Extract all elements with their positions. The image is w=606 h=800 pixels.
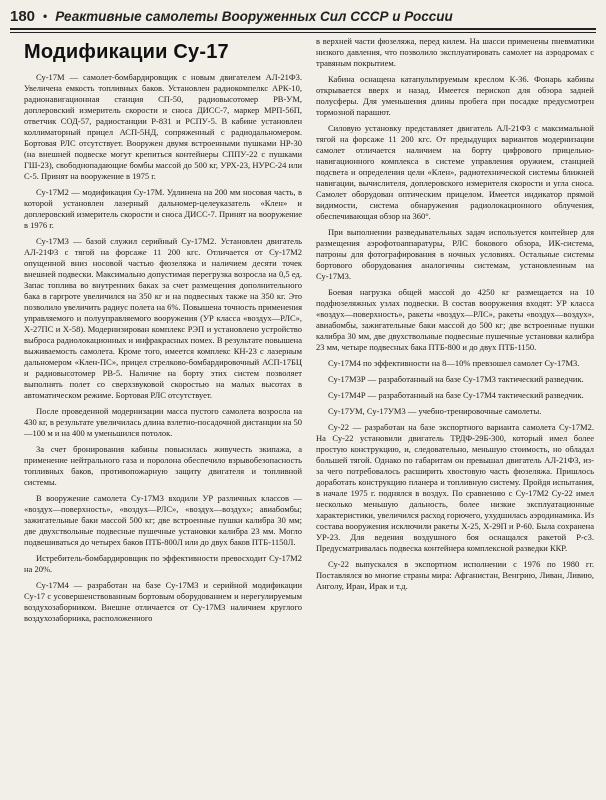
paragraph: Силовую установку представляет двигатель АЛ-21Ф3 с максимальной тягой на форсаже 11 200 кгс. От предыдущих вариантов модернизации самолет отличается наличием на борту цифрового прицельно-навигационного комплекса в системе управления оружием, станцией подсвета и определения цели «Клен», радиотехнической системы ближней навигации, вычислителя, доплеровского измерителя скорости и угла сноса. Самолет оборудован оптическим прицелом. Имеется индикатор прямой видимости, система обнаружения радиолокационного облучения, обеспечивающая обзор на 360°. (316, 123, 594, 221)
header-rule (10, 28, 596, 30)
paragraph: Су-17М2 — модификация Су-17М. Удлинена на 200 мм носовая часть, в которой установлен лазерный дальномер-целеуказатель «Клен» и доплеровский измеритель скорости и сноса ДИСС-7. Принят на вооружение в 1976 г. (24, 187, 302, 230)
paragraph: После проведенной модернизации масса пустого самолета возросла на 430 кг, в результате увеличилась длина взлетно-посадочной дистанции на 50—100 м и на 400 м уменьшился потолок. (24, 406, 302, 438)
right-column (316, 36, 594, 794)
paragraph: В вооружение самолета Су-17М3 входили УР различных классов — «воздух—поверхность», «воздух—РЛС», «воздух—воздух»; авиабомбы; зажигательные баки массой 500 кг; две встроенные пушки калибра 30 мм; две двухствольные подвесные пушечные установки калибра 23 мм. Могло подвешиваться до четырех баков ПТБ-800Л или до двух баков ПТБ-1150Л. (24, 493, 302, 547)
paragraph: Су-17М4 по эффективности на 8—10% превзошел самолет Су-17М3. (328, 358, 580, 368)
paragraph: Су-17М4 — разработан на базе Су-17М3 и серийной модификации Су-17 с усовершенствованным бортовым оборудованием и нерегулируемым воздухозаборником. Внешне отличается от Су-17М3 наличием круглого воздухозаборника, расположенного (24, 580, 302, 623)
paragraph: в верхней части фюзеляжа, перед килем. На шасси применены пневматики низкого давления, что позволило эксплуатировать самолет на аэродромах с травяным покрытием. (316, 36, 594, 68)
section-title: Модификации Су-17 (24, 41, 229, 63)
left-column (24, 36, 302, 794)
running-title: Реактивные самолеты Вооруженных Сил СССР и России (55, 8, 453, 24)
header-rule-thin (10, 32, 596, 33)
paragraph: Су-17М3Р — разработанный на базе Су-17М3 тактический разведчик. (328, 374, 584, 384)
paragraph: За счет бронирования кабины повысилась живучесть экипажа, а применение нейтрального газа и поролона обеспечило взрывобезопасность топливных баков, противопожарную защиту двигателя и топливной системы. (24, 444, 302, 487)
text-columns (24, 36, 594, 794)
paragraph: Кабина оснащена катапультируемым креслом К-36. Фонарь кабины открывается вверх и назад. Имеется перископ для обзора задней полусферы. Для уменьшения длины пробега при посадке предусмотрен тормозной парашют. (316, 74, 594, 117)
paragraph: Су-22 выпускался в экспортном исполнении с 1976 по 1980 гг. Поставлялся во многие страны мира: Афганистан, Венгрию, Ливан, Ливию, Анголу, Иран, Ирак и т.д. (316, 559, 594, 591)
paragraph: Боевая нагрузка общей массой до 4250 кг размещается на 10 подфюзеляжных узлах подвески. В состав вооружения входят: УР класса «воздух—поверхность», ракеты «воздух—РЛС», ракеты «воздух—воздух», авиабомбы, зажигательные баки массой до 500 кг; две встроенные пушки калибра 30 мм, две двухствольные подвесные пушечные установки калибра 23 мм, четыре подвесных бака ПТБ-800 и до двух ПТБ-1150. (316, 287, 594, 352)
page-number: 180 (10, 7, 36, 25)
paragraph: Су-17М — самолет-бомбардировщик с новым двигателем АЛ-21Ф3. Увеличена емкость топливных баков. Установлен радиокомпелкс АРК-10, радионавигационная станция СП-50, радиовысотомер РВ-УМ, доплеровский измеритель скорости и сноса ДИСС-7, маркер МРП-56П, ответчик СОД-57, радиостанции Р-831 и РСПУ-5. В кабине установлен коллиматорный прицел АСП-5НД, сопряженный с радиодальномером. Бортовая РЛС отсутствует. Вооружен двумя встроенными пушками НР-30 (на внешней подвеске могут крепиться контейнеры СППУ-22 с пушками ГШ-23), свободнопадающие бомбы массой до 500 кг, УРХ-23, НУРС-24 или С-5. Принят на вооружение в 1975 г. (24, 72, 302, 181)
running-header (10, 6, 596, 26)
paragraph: Су-17УМ, Су-17УМ3 — учебно-тренировочные самолеты. (328, 406, 542, 416)
paragraph: Истребитель-бомбардировщик по эффективности превосходит Су-17М2 на 20%. (24, 553, 302, 574)
paragraph: Су-22 — разработан на базе экспортного варианта самолета Су-17М2. На Су-22 установили двигатель ТРДФ-29Б-300, который имел более простую конструкцию, и, следовательно, меньшую стоимость, но обладал большей тягой. Однако по габаритам он превышал двигатель АЛ-21Ф3, из-за чего потребовалось расширить хвостовую часть фюзеляжа. Пришлось доработать конструкцию планера и топливную систему. Пройдя испытания, в начале 1975 г. поднялся в воздух. По сравнению с Су-17М2 Су-22 имел несколько меньшую дальность, более низкие эксплуатационные характеристики, увеличился расход горючего, ухудшилась аэродинамика. Из состава вооружения исключили ракеты Х-25, Х-29П и Р-60. Была сохранена УР-23. Для ведения воздушного боя оснащался ракетой Р-с3. Предусматривалась подвеска контейнера комплексной разведки ККР. (316, 422, 594, 553)
paragraph: При выполнении разведывательных задач используется контейнер для размещения аэрофотоаппаратуры, РЛС бокового обзора, ИК-система, патроны для фотографирования в ночных условиях. Остальные системы бортового оборудования аналогичны системам, установленным на Су-17М3. (316, 227, 594, 281)
paragraph: Су-17М4Р — разработанный на базе Су-17М4 тактический разведчик. (328, 390, 584, 400)
header-bullet: • (43, 9, 48, 23)
paragraph: Су-17М3 — базой служил серийный Су-17М2. Установлен двигатель АЛ-21Ф3 с тягой на форсаже 11 200 кгс. Отличается от Су-17М2 опущенной вниз носовой частью фюзеляжа и наличием десяти точек внешней подвески. Максимально допустимая перегрузка возросла на 0,5 ед. Запас топлива во внутренних баках за счет размещения дополнительного бака в гаргроте увеличился на 350 кг и на подвесных также на 350 кг. Это позволило увеличить радиус полета на 6%. Повышена точность применения управляемого и полууправляемого вооружения (УР класса «воздух—РЛС», Х-27ПС и Х-58). Модернизирован комплекс РЭП и установлено устройство выброса радиолокационных и инфракрасных помех. В результате повышена выживаемость самолета. Кроме того, имеется комплекс КН-23 с лазерным дальномером «Клен-ПС», прицел стрелково-бомбардировочный АСП-17БЦ и радиовысотомер РВ-5. Наличие на борту этих систем позволяет выполнять полет со сверхзвуковой скоростью на малых высотах в автоматическом режиме. Бортовая РЛС отсутствует. (24, 236, 302, 400)
